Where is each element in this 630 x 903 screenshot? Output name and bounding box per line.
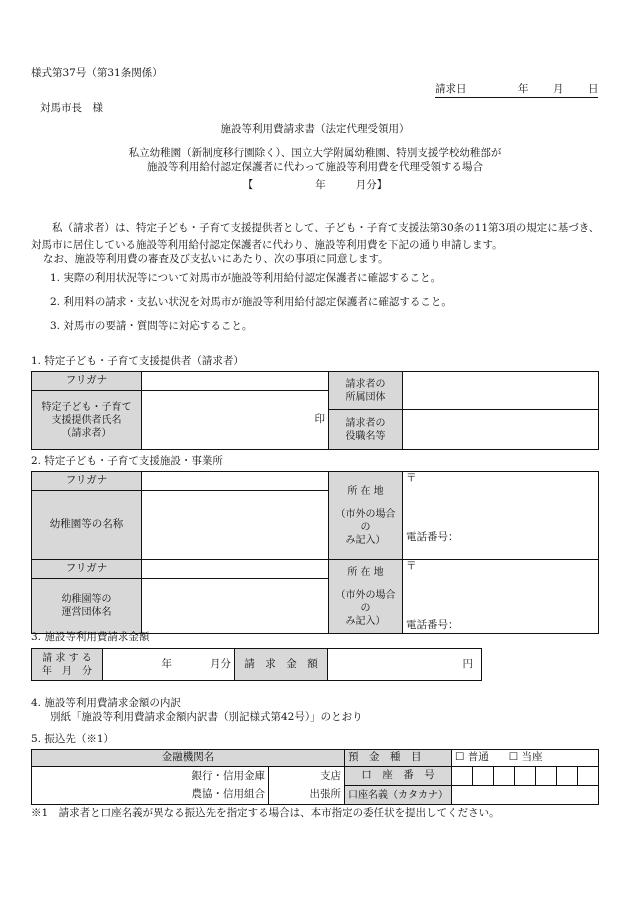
operator-label: 幼稚園等の 運営団体名 [32, 579, 142, 634]
intro-paragraph: 私（請求者）は、特定子ども・子育て支援提供者として、子ども・子育て支援法第30条の11第3項の規定に基づき、対馬市に居住している施設等利用給付認定保護者に代わり、施設等利用費を下記の通り申請します。 [31, 222, 600, 251]
account-holder-label: 口座名義（カタカナ） [345, 786, 452, 805]
account-digit[interactable] [494, 767, 515, 786]
amount-field[interactable] [328, 649, 482, 681]
period-open: 【 [242, 179, 254, 191]
yen-unit: 円 [462, 657, 473, 670]
account-type-label: 預 金 種 目 [345, 750, 452, 767]
agreement-list [50, 272, 452, 344]
account-digit[interactable] [557, 767, 578, 786]
furigana-label: フリガナ [32, 372, 142, 391]
org-field[interactable] [403, 372, 599, 410]
agreement-item: 1. 実際の利用状況等について対馬市が施設等利用給付認定保護者に確認すること。 [50, 272, 442, 284]
period-year: 年 [315, 179, 326, 191]
account-holder-field[interactable] [452, 786, 599, 805]
facility-furigana-field[interactable] [142, 472, 329, 491]
period-month: 月分】 [355, 179, 388, 191]
billing-month-label: 請 求 す る 年 月 分 [32, 649, 103, 681]
operator-furigana-field[interactable] [142, 560, 329, 579]
furigana-label: フリガナ [32, 472, 142, 491]
account-digit[interactable] [473, 767, 494, 786]
amount-label: 請 求 金 額 [235, 649, 328, 681]
address-label: 所 在 地 （市外の場合の み記入） [329, 472, 403, 560]
request-date-day: 日 [588, 83, 599, 95]
office-field[interactable]: 出張所 [269, 786, 345, 805]
title-label: 請求者の 役職名等 [329, 410, 403, 450]
footnote: ※1 請求者と口座名義が異なる振込先を指定する場合は、本市指定の委任状を提出してください。 [31, 807, 500, 819]
form-number: 様式第37号（第31条関係） [31, 67, 163, 79]
title-field[interactable] [403, 410, 599, 450]
agreement-item: 3. 対馬市の要請・質問等に対応すること。 [50, 320, 253, 332]
section4-heading: 4. 施設等利用費請求金額の内訳 [31, 697, 181, 709]
operator-name-field[interactable] [142, 579, 329, 634]
section2-heading: 2. 特定子ども・子育て支援施設・事業所 [31, 455, 223, 467]
phone-label: 電話番号： [406, 531, 459, 544]
facility-address-field[interactable] [403, 472, 599, 560]
provider-table [31, 371, 599, 450]
section3-heading: 3. 施設等利用費請求金額 [31, 631, 150, 643]
account-digit[interactable] [452, 767, 473, 786]
provider-furigana-field[interactable] [142, 372, 329, 391]
agri-field[interactable]: 農協・信用組合 [32, 786, 269, 805]
subtitle-line: 施設等利用給付認定保護者に代わって施設等利用費を代理受領する場合 [147, 161, 483, 173]
account-digit[interactable] [515, 767, 536, 786]
document-title: 施設等利用費請求書（法定代理受領用） [220, 123, 410, 135]
document-subtitle [0, 146, 630, 174]
request-date-year: 年 [518, 83, 529, 95]
addressee: 対馬市長 様 [40, 102, 103, 114]
consent-intro: なお、施設等利用費の審査及び支払いにあたり、次の事項に同意します。 [43, 253, 389, 265]
account-digit[interactable] [578, 767, 599, 786]
section1-heading: 1. 特定子ども・子育て支援提供者（請求者） [31, 355, 244, 367]
bank-header: 金融機関名 [32, 750, 345, 767]
furigana-label: フリガナ [32, 560, 142, 579]
request-date-label: 請求日 [435, 83, 467, 95]
account-number-label: 口 座 番 号 [345, 767, 452, 786]
postal-mark: 〒 [406, 560, 417, 572]
request-date[interactable] [435, 83, 598, 98]
subtitle-line: 私立幼稚園（新制度移行園除く）、国立大学附属幼稚園、特別支援学校幼稚部が [128, 147, 502, 159]
operator-address-field[interactable] [403, 560, 599, 634]
postal-mark: 〒 [406, 472, 417, 484]
account-type-options [452, 750, 599, 767]
address-label: 所 在 地 （市外の場合の み記入） [329, 560, 403, 634]
bank-table [31, 749, 599, 805]
org-label: 請求者の 所属団体 [329, 372, 403, 410]
billing-period[interactable] [0, 179, 630, 192]
account-digit[interactable] [536, 767, 557, 786]
provider-name-field[interactable] [142, 391, 329, 450]
provider-name-label: 特定子ども・子育て 支援提供者氏名 （請求者） [32, 391, 142, 450]
facility-name-field[interactable] [142, 491, 329, 560]
branch-field[interactable]: 支店 [269, 767, 345, 786]
phone-label: 電話番号： [406, 619, 459, 632]
seal-mark: 印 [314, 413, 325, 426]
current-checkbox[interactable]: ☐ 当座 [508, 751, 543, 764]
bank-field[interactable]: 銀行・信用金庫 [32, 767, 269, 786]
agreement-item: 2. 利用料の請求・支払い状況を対馬市が施設等利用給付認定保護者に確認すること。 [50, 296, 452, 308]
facility-table [31, 471, 599, 634]
facility-name-label: 幼稚園等の名称 [32, 491, 142, 560]
breakdown-reference: 別紙「施設等利用費請求金額内訳書（別記様式第42号）」のとおり [50, 711, 363, 723]
amount-table [31, 648, 482, 681]
ordinary-checkbox[interactable]: ☐ 普通 [455, 751, 489, 764]
billing-month-field[interactable]: 年 月分 [103, 649, 235, 681]
section5-heading: 5. 振込先（※1） [31, 733, 115, 745]
request-date-month: 月 [553, 83, 564, 95]
